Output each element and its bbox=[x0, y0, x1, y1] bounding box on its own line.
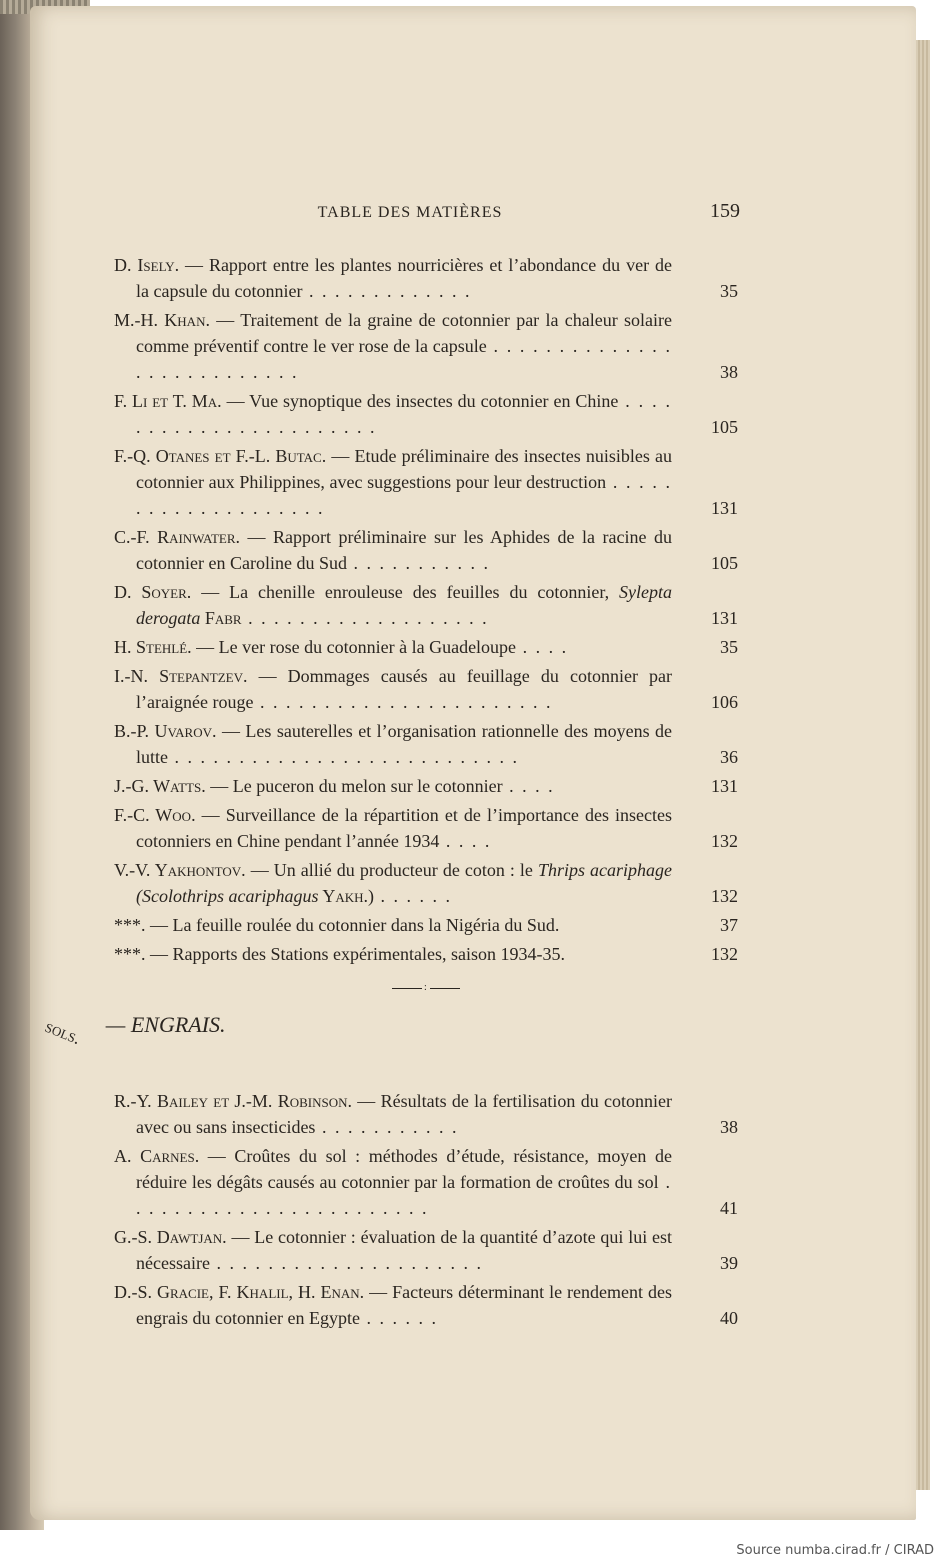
entry-title: — Le puceron du melon sur le cotonnier bbox=[205, 776, 503, 796]
toc-entry: I.-N. Stepantzev. — Dommages causés au feuillage du cotonnier par l’araignée rouge . . . . . . . . . . . . . . . . . . . . . . . 106 bbox=[114, 663, 738, 715]
running-title: TABLE DES MATIÈRES bbox=[317, 204, 503, 221]
entry-page: 38 bbox=[720, 1117, 738, 1137]
entry-authors: V.-V. Yakhontov. bbox=[114, 860, 246, 880]
entry-page: 106 bbox=[711, 692, 738, 712]
entry-title-italic: Thrips acariphage (Scolothrips acariphagus bbox=[136, 860, 672, 906]
toc-entry: C.-F. Rainwater. — Rapport préliminaire sur les Aphides de la racine du cotonnier en Caroline du Sud . . . . . . . . . . . 105 bbox=[114, 524, 738, 576]
entry-page: 105 bbox=[711, 417, 738, 437]
entry-authors: G.-S. Dawtjan. bbox=[114, 1227, 227, 1247]
entry-authors: R.-Y. Bailey et J.-M. Robinson. bbox=[114, 1091, 353, 1111]
entry-authors: F. Li et T. Ma. bbox=[114, 391, 222, 411]
entry-authors: H. Stehlé. bbox=[114, 637, 192, 657]
entry-title: — Surveillance de la répartition et de l’importance des insectes cotonniers en Chine pendant l’année 1934 bbox=[136, 805, 673, 851]
toc-entry bbox=[114, 941, 738, 967]
entry-authors: D. Soyer. bbox=[114, 582, 192, 602]
toc-entry: M.-H. Khan. — Traitement de la graine de cotonnier par la chaleur solaire comme préventif contre le ver rose de la capsule . . . . . . . . . . . . . . . . . . . . . . . . . . . 38 bbox=[114, 307, 738, 385]
entry-page: 36 bbox=[720, 747, 738, 767]
entry-page: 40 bbox=[720, 1308, 738, 1328]
entry-title: — Dommages causés au feuillage du cotonnier par l’araignée rouge bbox=[136, 666, 672, 712]
entry-page: 39 bbox=[720, 1253, 738, 1273]
entry-authors: A. Carnes. bbox=[114, 1146, 200, 1166]
entry-page: 131 bbox=[711, 776, 738, 796]
toc-list-insectes bbox=[114, 252, 738, 970]
entry-authors: F.-Q. Otanes et F.-L. Butac. bbox=[114, 446, 327, 466]
entry-page: 105 bbox=[711, 553, 738, 573]
entry-title-tail: Yakh.) bbox=[318, 886, 374, 906]
section-title: — ENGRAIS. bbox=[100, 1012, 226, 1037]
source-credit: Source numba.cirad.fr / CIRAD bbox=[736, 1543, 934, 1558]
toc-entry: D. Isely. — Rapport entre les plantes nourricières et l’abondance du ver de la capsule du cotonnier . . . . . . . . . . . . . 35 bbox=[114, 252, 738, 304]
entry-page: 132 bbox=[711, 886, 738, 906]
toc-entry: R.-Y. Bailey et J.-M. Robinson. — Résultats de la fertilisation du cotonnier avec ou sans insecticides . . . . . . . . . . . 38 bbox=[114, 1088, 738, 1140]
toc-entry bbox=[114, 912, 738, 938]
entry-title: — Le ver rose du cotonnier à la Guadeloupe bbox=[191, 637, 517, 657]
entry-title-tail: Fabr bbox=[200, 608, 242, 628]
page-number: 159 bbox=[710, 200, 740, 222]
entry-title: — Le cotonnier : évaluation de la quantité d’azote qui lui est nécessaire bbox=[136, 1227, 672, 1273]
toc-entry: J.-G. Watts. — Le puceron du melon sur le cotonnier . . . . 131 bbox=[114, 773, 738, 799]
toc-entry: B.-P. Uvarov. — Les sauterelles et l’organisation rationnelle des moyens de lutte . . . . . . . . . . . . . . . . . . . . . . . . . . . 36 bbox=[114, 718, 738, 770]
entry-page: 35 bbox=[720, 637, 738, 657]
entry-title-italic: Sylepta derogata bbox=[136, 582, 672, 628]
toc-entry: F.-C. Woo. — Surveillance de la répartition et de l’importance des insectes cotonniers en Chine pendant l’année 1934 . . . . 132 bbox=[114, 802, 738, 854]
entry-page: 37 bbox=[720, 915, 738, 935]
toc-entry: F.-Q. Otanes et F.-L. Butac. — Etude préliminaire des insectes nuisibles au cotonnier aux Philippines, avec suggestions pour leur destruction . . . . . . . . . . . . . . . . . . . . 131 bbox=[114, 443, 738, 521]
entry-title: — Croûtes du sol : méthodes d’étude, résistance, moyen de réduire les dégâts causés au cotonnier par la formation de croûtes du sol bbox=[136, 1146, 673, 1192]
entry-page: 131 bbox=[711, 608, 738, 628]
entry-page: 132 bbox=[711, 831, 738, 851]
entry-title: — La feuille roulée du cotonnier dans la Nigéria du Sud. bbox=[145, 915, 560, 935]
entry-title: — Rapports des Stations expérimentales, saison 1934-35. bbox=[145, 944, 565, 964]
entry-authors: D. Isely. bbox=[114, 255, 180, 275]
section-divider: : bbox=[392, 984, 460, 994]
entry-title: — La chenille enrouleuse des feuilles du cotonnier, bbox=[191, 582, 620, 602]
entry-authors: B.-P. Uvarov. bbox=[114, 721, 217, 741]
entry-title: — Facteurs déterminant le rendement des engrais du cotonnier en Egypte bbox=[136, 1282, 672, 1328]
toc-entry: F. Li et T. Ma. — Vue synoptique des insectes du cotonnier en Chine . . . . . . . . . . . . . . . . . . . . . . . 105 bbox=[114, 388, 738, 440]
toc-entry: A. Carnes. — Croûtes du sol : méthodes d’étude, résistance, moyen de réduire les dégâts causés au cotonnier par la formation de croûtes du sol . . . . . . . . . . . . . . . . . . . . . . . . 41 bbox=[114, 1143, 738, 1221]
toc-entry: G.-S. Dawtjan. — Le cotonnier : évaluation de la quantité d’azote qui lui est nécessaire . . . . . . . . . . . . . . . . . . . . . 39 bbox=[114, 1224, 738, 1276]
entry-authors: I.-N. Stepantzev. bbox=[114, 666, 248, 686]
entry-page: 35 bbox=[720, 281, 738, 301]
entry-authors: ***. bbox=[114, 915, 146, 935]
entry-page: 38 bbox=[720, 362, 738, 382]
entry-title: — Résultats de la fertilisation du cotonnier avec ou sans insecticides bbox=[136, 1091, 672, 1137]
entry-title: — Rapport entre les plantes nourricières et l’abondance du ver de la capsule du cotonnier bbox=[136, 255, 672, 301]
toc-entry: D.-S. Gracie, F. Khalil, H. Enan. — Facteurs déterminant le rendement des engrais du cotonnier en Egypte . . . . . . 40 bbox=[114, 1279, 738, 1331]
entry-title: — Un allié du producteur de coton : le bbox=[245, 860, 538, 880]
entry-title: — Les sauterelles et l’organisation rationnelle des moyens de lutte bbox=[136, 721, 673, 767]
entry-page: 132 bbox=[711, 944, 738, 964]
entry-title: — Vue synoptique des insectes du cotonnier en Chine bbox=[221, 391, 619, 411]
toc-entry: D. Soyer. — La chenille enrouleuse des feuilles du cotonnier, Sylepta derogata Fabr . . . . . . . . . . . . . . . . . . . 131 bbox=[114, 579, 738, 631]
section-margin-note: sols. bbox=[42, 1016, 84, 1049]
entry-authors: J.-G. Watts. bbox=[114, 776, 206, 796]
page-edges bbox=[916, 40, 930, 1490]
entry-authors: D.-S. Gracie, F. Khalil, H. Enan. bbox=[114, 1282, 365, 1302]
section-heading bbox=[42, 1012, 226, 1049]
entry-title: — Etude préliminaire des insectes nuisibles au cotonnier aux Philippines, avec suggestions pour leur destruction bbox=[136, 446, 672, 492]
toc-list-engrais bbox=[114, 1088, 738, 1334]
entry-title: — Rapport préliminaire sur les Aphides de la racine du cotonnier en Caroline du Sud bbox=[136, 527, 673, 573]
entry-page: 131 bbox=[711, 498, 738, 518]
entry-page: 41 bbox=[720, 1198, 738, 1218]
page-header bbox=[100, 200, 740, 230]
entry-authors: C.-F. Rainwater. bbox=[114, 527, 241, 547]
toc-entry: V.-V. Yakhontov. — Un allié du producteur de coton : le Thrips acariphage (Scolothrips acariphagus Yakh.) . . . . . . 132 bbox=[114, 857, 738, 909]
toc-entry: H. Stehlé. — Le ver rose du cotonnier à la Guadeloupe . . . . 35 bbox=[114, 634, 738, 660]
entry-title: — Traitement de la graine de cotonnier par la chaleur solaire comme préventif contre le ver rose de la capsule bbox=[136, 310, 672, 356]
entry-authors: M.-H. Khan. bbox=[114, 310, 210, 330]
entry-authors: F.-C. Woo. bbox=[114, 805, 196, 825]
entry-authors: ***. bbox=[114, 944, 146, 964]
